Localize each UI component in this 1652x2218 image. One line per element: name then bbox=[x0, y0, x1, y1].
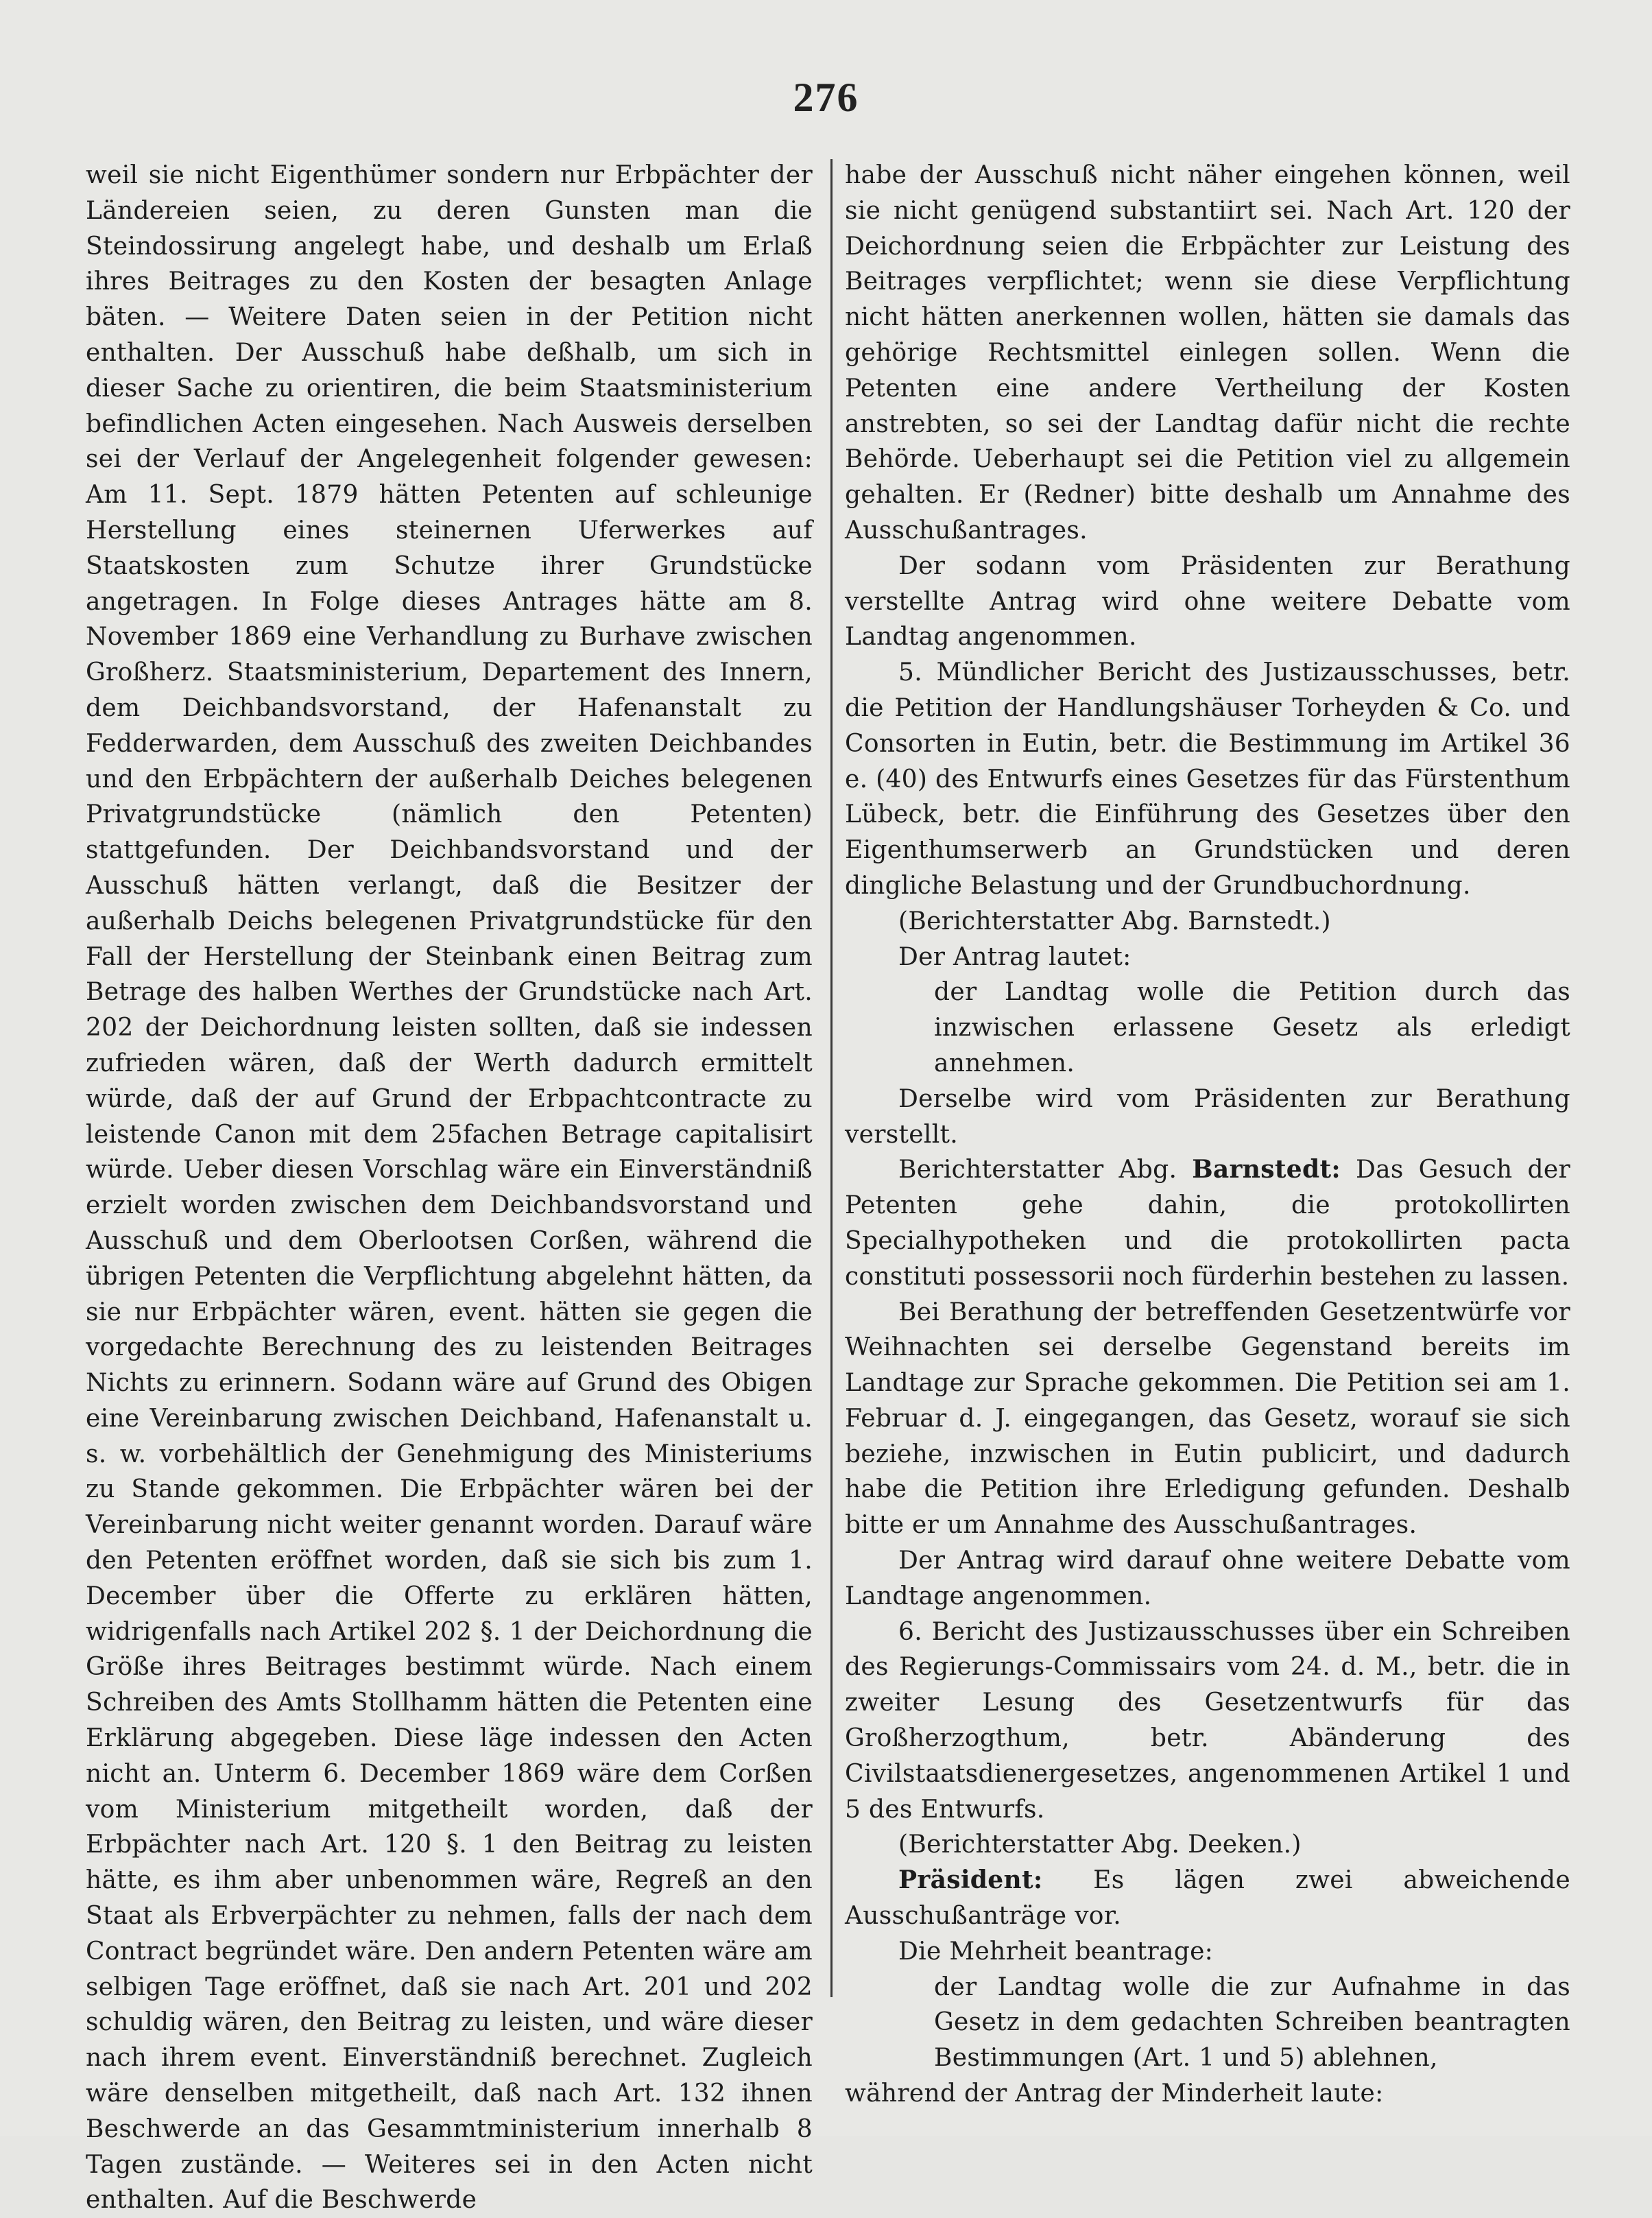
minority-intro: während der Antrag der Minderheit laute: bbox=[845, 2079, 1384, 2108]
speaker-name: Barnstedt: bbox=[1192, 1155, 1341, 1184]
president-text: Es lägen zwei abweichende Ausschußanträge vor. bbox=[845, 1866, 1570, 1931]
rapporteur-note: (Berichterstatter Abg. Barnstedt.) bbox=[898, 907, 1331, 935]
speech-text: Das Gesuch der Petenten gehe dahin, die protokollirten Specialhypotheken und die protokollirten pacta constituti possessorii noch fürderhin bestehen zu lassen. bbox=[845, 1156, 1570, 1291]
column-divider bbox=[830, 159, 833, 1997]
paragraph-continuation: habe der Ausschuß nicht näher eingehen können, weil sie nicht genügend substantiirt sei. Nach Art. 120 der Deichordnung seien die Erbpächter zur Leistung des Beitrages verpflichtet; wenn sie diese Verpflichtung nicht hätten anerkennen wollen, hätten sie damals das gehörige Rechtsmittel einlegen sollen. Wenn die Petenten eine andere Vertheilung der Kosten anstrebten, so sei der Landtag dafür nicht die rechte Behörde. Ueberhaupt sei die Petition viel zu allgemein gehalten. Er (Redner) bitte deshalb um Annahme des Ausschußantrages. bbox=[845, 161, 1570, 545]
motion-text: der Landtag wolle die Petition durch das inzwischen erlassene Gesetz als erledigt annehmen. bbox=[934, 978, 1570, 1077]
majority-motion: der Landtag wolle die zur Aufnahme in das Gesetz in dem gedachten Schreiben beantragten Bestimmungen (Art. 1 und 5) ablehnen, bbox=[934, 1972, 1570, 2073]
paragraph-adopted: Der Antrag wird darauf ohne weitere Debatte vom Landtage angenommen. bbox=[845, 1547, 1570, 1610]
president-speaker: Präsident: bbox=[898, 1865, 1043, 1895]
paragraph-deliberation: Bei Berathung der betreffenden Gesetzentwürfe vor Weihnachten sei derselbe Gegenstand bereits im Landtage zur Sprache gekommen. Die Petition sei am 1. Februar d. J. eingegangen, das Gesetz, worauf sie sich beziehe, inzwischen in Eutin publicirt, und dadurch habe die Petition ihre Erledigung gefunden. Deshalb bitte er um Annahme des Ausschußantrages. bbox=[845, 1298, 1570, 1540]
rapporteur-note-2: (Berichterstatter Abg. Deeken.) bbox=[898, 1831, 1302, 1859]
paragraph-referral: Derselbe wird vom Präsidenten zur Berathung verstellt. bbox=[845, 1084, 1570, 1149]
paragraph-item-6: 6. Bericht des Justizausschusses über ein Schreiben des Regierungs-Commissairs vom 24. d. M., betr. die in zweiter Lesung des Gesetzentwurfs für das Großherzogthum, betr. Abänderung des Civilstaatsdienergesetzes, angenommenen Artikel 1 und 5 des Entwurfs. bbox=[845, 1617, 1570, 1824]
motion-intro: Der Antrag lautet: bbox=[898, 942, 1132, 971]
speaker-role: Berichterstatter Abg. bbox=[898, 1156, 1177, 1184]
right-column bbox=[845, 158, 1570, 2112]
page-number: 276 bbox=[793, 75, 859, 120]
speech-barnstedt bbox=[845, 1152, 1570, 1294]
speech-president bbox=[845, 1863, 1570, 1934]
paragraph-item-5: 5. Mündlicher Bericht des Justizausschusses, betr. die Petition der Handlungshäuser Torheyden & Co. und Consorten in Eutin, betr. die Bestimmung im Artikel 36 e. (40) des Entwurfs eines Gesetzes für das Fürstenthum Lübeck, betr. die Einführung des Gesetzes über den Eigenthumserwerb an Grundstücken und deren dingliche Belastung und der Grundbuchordnung. bbox=[845, 658, 1570, 900]
paragraph-vote-result: Der sodann vom Präsidenten zur Berathung verstellte Antrag wird ohne weitere Debatte vom Landtag angenommen. bbox=[845, 551, 1570, 652]
majority-intro: Die Mehrheit beantrage: bbox=[898, 1937, 1214, 1966]
left-column bbox=[86, 158, 813, 2218]
left-column-text: weil sie nicht Eigenthümer sondern nur Erbpächter der Ländereien seien, zu deren Gunsten man die Steindossirung angelegt habe, und deshalb um Erlaß ihres Beitrages zu den Kosten der besagten Anlage bäten. — Weitere Daten seien in der Petition nicht enthalten. Der Ausschuß habe deßhalb, um sich in dieser Sache zu orientiren, die beim Staatsministerium befindlichen Acten eingesehen. Nach Ausweis derselben sei der Verlauf der Angelegenheit folgender gewesen: Am 11. Sept. 1879 hätten Petenten auf schleunige Herstellung eines steinernen Uferwerkes auf Staatskosten zum Schutze ihrer Grundstücke angetragen. In Folge dieses Antrages hätte am 8. November 1869 eine Verhandlung zu Burhave zwischen Großherz. Staatsministerium, Departement des Innern, dem Deichbandsvorstand, der Hafenanstalt zu Fedderwarden, dem Ausschuß des zweiten Deichbandes und den Erbpächtern der außerhalb Deiches belegenen Privatgrundstücke (nämlich den Petenten) stattgefunden. Der Deichbandsvorstand und der Ausschuß hätten verlangt, daß die Besitzer der außerhalb Deichs belegenen Privatgrundstücke für den Fall der Herstellung der Steinbank einen Beitrag zum Betrage des halben Werthes der Grundstücke nach Art. 202 der Deichordnung leisten sollten, daß sie indessen zufrieden wären, daß der Werth dadurch ermittelt würde, daß der auf Grund der Erbpachtcontracte zu leistende Canon mit dem 25fachen Betrage capitalisirt würde. Ueber diesen Vorschlag wäre ein Einverständniß erzielt worden zwischen dem Deichbandsvorstand und Ausschuß und dem Oberlootsen Corßen, während die übrigen Petenten die Verpflichtung abgelehnt hätten, da sie nur Erbpächter wären, event. hätten sie gegen die vorgedachte Berechnung des zu leistenden Beitrages Nichts zu erinnern. Sodann wäre auf Grund des Obigen eine Vereinbarung zwischen Deichband, Hafenanstalt u. s. w. vorbehältlich der Genehmigung des Ministeriums zu Stande gekommen. Die Erbpächter wären bei der Vereinbarung nicht weiter genannt worden. Darauf wäre den Petenten eröffnet worden, daß sie sich bis zum 1. December über die Offerte zu erklären hätten, widrigenfalls nach Artikel 202 §. 1 der Deichordnung die Größe ihres Beitrages bestimmt würde. Nach einem Schreiben des Amts Stollhamm hätten die Petenten eine Erklärung abgegeben. Diese läge indessen den Acten nicht an. Unterm 6. December 1869 wäre dem Corßen vom Ministerium mitgetheilt worden, daß der Erbpächter nach Art. 120 §. 1 den Beitrag zu leisten hätte, es ihm aber unbenommen wäre, Regreß an den Staat als Erbverpächter zu nehmen, falls der nach dem Contract begründet wäre. Den andern Petenten wäre am selbigen Tage eröffnet, daß sie nach Art. 201 und 202 schuldig wären, den Beitrag zu leisten, und wäre dieser nach ihrem event. Einverständniß berechnet. Zugleich wäre denselben mitgetheilt, daß nach Art. 132 ihnen Beschwerde an das Gesammtministerium innerhalb 8 Tagen zuständе. — Weiteres sei in den Acten nicht enthalten. Auf die Beschwerde bbox=[86, 161, 813, 2215]
